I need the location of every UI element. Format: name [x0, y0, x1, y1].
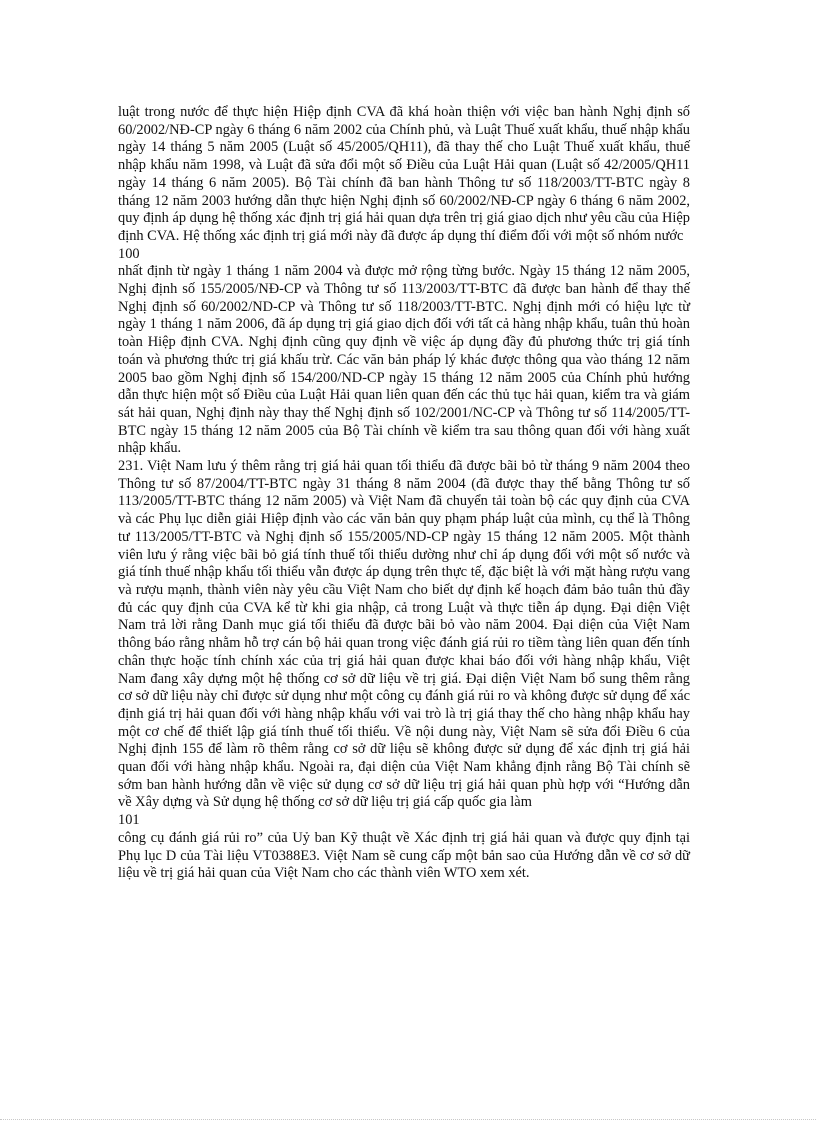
paragraph-231: 231. Việt Nam lưu ý thêm rằng trị giá hải quan tối thiểu đã được bãi bỏ từ tháng 9 năm 2004 theo Thông tư số 87/2004/TT-BTC ngày 31 tháng 8 năm 2004 (đã được thay thế bằng Thông tư số 113/2005/TT-BTC tháng 12 năm 2005) và Việt Nam đã chuyển tải toàn bộ các quy định của CVA và các Phụ lục diễn giải Hiệp định vào các văn bản quy phạm pháp luật của mình, cụ thể là Thông tư 113/2005/TT-BTC và Nghị định số 155/2005/ND-CP ngày 15 tháng 12 năm 2005. Một thành viên lưu ý rằng việc bãi bỏ giá tính thuế tối thiểu dường như chỉ áp dụng đối với một số nước và giá tính thuế nhập khẩu tối thiểu vẫn được áp dụng trên thực tế, đặc biệt là với mặt hàng rượu vang và rượu mạnh, thành viên này yêu cầu Việt Nam cho biết dự định kế hoạch đảm bảo tuân thủ đầy đủ các quy định của CVA kể từ khi gia nhập, cả trong Luật và thực tiễn áp dụng. Đại diện Việt Nam trả lời rằng Danh mục giá tối thiểu đã được bãi bỏ vào năm 2004. Đại diện của Việt Nam thông báo rằng nhằm hỗ trợ cán bộ hải quan trong việc đánh giá rủi ro tiềm tàng liên quan đến tính chân thực hoặc tính chính xác của trị giá hải quan được khai báo đối với hàng nhập khẩu, Việt Nam đang xây dựng một hệ thống cơ sở dữ liệu về trị giá. Đại diện Việt Nam bổ sung thêm rằng cơ sở dữ liệu này chỉ được sử dụng như một công cụ đánh giá rủi ro và không được sử dụng để xác định giá trị hải quan đối với hàng nhập khẩu với vai trò là trị giá thay thế cho hàng nhập khẩu hay một cơ chế để thiết lập giá tính thuế tối thiểu. Về nội dung này, Việt Nam sẽ sửa đổi Điều 6 của Nghị định 155 để làm rõ thêm rằng cơ sở dữ liệu sẽ không được sử dụng để xác định trị giá hải quan đối với hàng nhập khẩu. Ngoài ra, đại diện của Việt Nam khẳng định rằng Bộ Tài chính sẽ sớm ban hành hướng dẫn về việc sử dụng cơ sở dữ liệu trị giá hải quan phù hợp với “Hướng dẫn về Xây dựng và Sử dụng hệ thống cơ sở dữ liệu trị giá cấp quốc gia làm — [118, 458, 690, 811]
paragraph-1: luật trong nước để thực hiện Hiệp định CVA đã khá hoàn thiện với việc ban hành Nghị định số 60/2002/NĐ-CP ngày 6 tháng 6 năm 2002 của Chính phủ, và Luật Thuế xuất khẩu, thuế nhập khẩu ngày 14 tháng 5 năm 2005 (Luật số 45/2005/QH11), đã thay thế cho Luật Thuế xuất khẩu, thuế nhập khẩu năm 1998, và Luật đã sửa đổi một số Điều của Luật Hải quan (Luật số 42/2005/QH11 ngày 14 tháng 6 năm 2005). Bộ Tài chính đã ban hành Thông tư số 118/2003/TT-BTC ngày 8 tháng 12 năm 2003 hướng dẫn thực hiện Nghị định số 60/2002/NĐ-CP ngày 6 tháng 6 năm 2002, quy định áp dụng hệ thống xác định trị giá hải quan dựa trên trị giá giao dịch như yêu cầu của Hiệp định CVA. Hệ thống xác định trị giá mới này đã được áp dụng thí điểm đối với một số nhóm nước — [118, 104, 690, 244]
paragraph-4: công cụ đánh giá rủi ro” của Uỷ ban Kỹ thuật về Xác định trị giá hải quan và được quy định tại Phụ lục D của Tài liệu VT0388E3. Việt Nam sẽ cung cấp một bản sao của Hướng dẫn về cơ sở dữ liệu về trị giá hải quan của Việt Nam cho các thành viên WTO xem xét. — [118, 829, 690, 882]
paragraph-2: nhất định từ ngày 1 tháng 1 năm 2004 và được mở rộng từng bước. Ngày 15 tháng 12 năm 2005, Nghị định số 155/2005/NĐ-CP và Thông tư số 113/2003/TT-BTC đã được ban hành để thay thế Nghị định số 60/2002/ND-CP và Thông tư số 118/2003/TT-BTC. Nghị định mới có hiệu lực từ ngày 1 tháng 1 năm 2006, đã áp dụng trị giá giao dịch đối với tất cả hàng nhập khẩu, tuân thủ hoàn toàn Hiệp định CVA. Nghị định cũng quy định về việc áp dụng đầy đủ phương thức trị giá tính toán và phương thức trị giá khấu trừ. Các văn bản pháp lý khác được thông qua vào tháng 12 năm 2005 bao gồm Nghị định số 154/200/ND-CP ngày 15 tháng 12 năm 2005 của Chính phủ hướng dẫn thực hiện một số Điều của Luật Hải quan liên quan đến các thủ tục hải quan, kiểm tra và giám sát hải quan, Nghị định này thay thế Nghị định số 102/2001/NC-CP và Thông tư số 114/2005/TT-BTC ngày 15 tháng 12 năm 2005 của Bộ Tài chính về kiểm tra sau thông quan đối với hàng xuất nhập khẩu. — [118, 263, 690, 457]
page-number-100: 100 — [118, 245, 140, 262]
document-page — [118, 104, 690, 883]
page-number-101: 101 — [118, 812, 140, 829]
page-bottom-divider — [0, 1119, 816, 1120]
